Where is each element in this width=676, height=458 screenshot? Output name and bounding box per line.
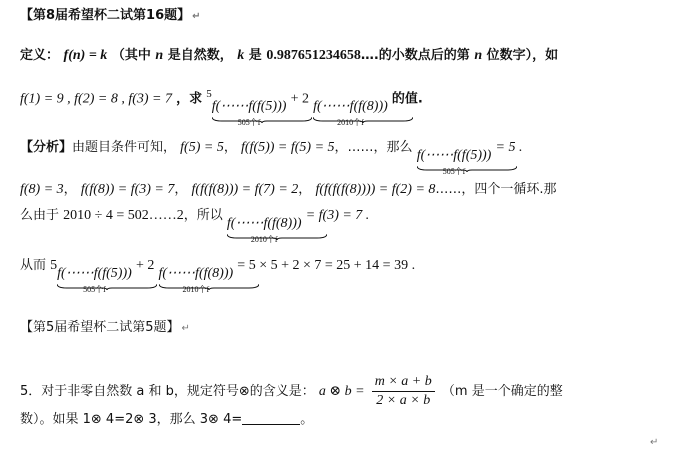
definition-function: f(n) = k bbox=[63, 48, 108, 63]
formula: 2010 ÷ 4 = 502……2 bbox=[63, 208, 184, 223]
problem2-line-1 bbox=[20, 372, 563, 412]
brace-label: 505个f bbox=[237, 118, 261, 128]
problem-text: 数）。如果 1⊗ 4=2⊗ 3，那么 3⊗ 4= bbox=[20, 412, 243, 427]
fraction-denominator: 2 × a × b bbox=[376, 393, 431, 408]
nested-expression: f(⋯⋯f(f(5))) bbox=[57, 266, 132, 281]
analysis-line-2 bbox=[20, 180, 557, 200]
analysis-text: ，所以 bbox=[183, 208, 223, 223]
definition-text: ….的小数点后的第 bbox=[360, 48, 470, 63]
formula: f(8) = 3 bbox=[20, 182, 64, 197]
paragraph-mark: ↵ bbox=[192, 11, 201, 22]
paragraph-mark: ↵ bbox=[650, 437, 659, 448]
formula: = f(3) = 7 . bbox=[305, 208, 370, 223]
formula: f(f(5)) = f(5) = 5 bbox=[241, 140, 335, 155]
definition-text: 位数字），如 bbox=[486, 48, 559, 63]
underbrace-2010 bbox=[313, 97, 388, 129]
brace-label: 505个f bbox=[83, 285, 106, 294]
formula: f(f(8)) = f(3) = 7 bbox=[80, 182, 175, 197]
brace-label: 2010个f bbox=[250, 235, 278, 244]
paragraph-mark: ↵ bbox=[181, 323, 190, 334]
formula: = 5 × 5 + 2 × 7 = 25 + 14 = 39 . bbox=[237, 258, 416, 273]
analysis-text: 从而 bbox=[20, 258, 47, 273]
nested-expression: f(⋯⋯f(f(5))) bbox=[416, 148, 492, 163]
separator: ， bbox=[63, 182, 77, 197]
coefficient: 5 bbox=[50, 258, 58, 273]
fraction-numerator: m × a + b bbox=[372, 373, 435, 392]
analysis-line-4 bbox=[20, 256, 415, 296]
operator: + 2 bbox=[290, 91, 309, 107]
definition-text: （其中 bbox=[111, 48, 151, 63]
definition-text: 是 bbox=[248, 48, 262, 63]
analysis-text: 由题目条件可知， bbox=[72, 140, 177, 155]
nested-expression: f(⋯⋯f(f(8))) bbox=[158, 266, 234, 281]
underbrace-505 bbox=[57, 264, 132, 296]
fraction bbox=[372, 373, 435, 410]
analysis-line-3 bbox=[20, 206, 369, 246]
nested-expression: f(⋯⋯f(f(8))) bbox=[226, 216, 302, 231]
operator: + 2 bbox=[135, 258, 155, 273]
brace-label: 2010个f bbox=[182, 285, 210, 294]
formula: f(f(f(f(8)))) = f(2) = 8 bbox=[315, 182, 436, 197]
problem2-heading-text: 【第5届希望杯二试第5题】 bbox=[20, 320, 180, 335]
problem2-line-2 bbox=[20, 410, 313, 430]
coefficient: 5 bbox=[206, 88, 212, 100]
paragraph-end bbox=[648, 432, 658, 453]
analysis-label: 【分析】 bbox=[20, 140, 73, 155]
definition-number: 0.987651234658 bbox=[266, 48, 361, 63]
operation-lhs: a ⊗ b = bbox=[318, 384, 365, 399]
question-text: ，求 bbox=[176, 91, 203, 107]
definition-var-n: n bbox=[155, 48, 164, 63]
brace-label: 505个f bbox=[442, 167, 466, 176]
definition-line bbox=[20, 46, 558, 66]
problem2-heading bbox=[20, 318, 190, 339]
analysis-text: ，……，那么 bbox=[334, 140, 413, 155]
nested-expression: f(⋯⋯f(f(8))) bbox=[313, 99, 388, 115]
answer-blank[interactable] bbox=[242, 410, 300, 425]
definition-var-k: k bbox=[237, 48, 245, 63]
underbrace-2010 bbox=[227, 214, 302, 246]
definition-label: 定义： bbox=[20, 48, 60, 63]
analysis-text: 么由于 bbox=[20, 208, 60, 223]
brace-label: 2010个f bbox=[337, 118, 364, 128]
problem1-heading bbox=[20, 6, 201, 27]
underbrace-505 bbox=[417, 146, 492, 178]
question-line bbox=[20, 84, 423, 129]
question-text: 的值. bbox=[391, 91, 423, 107]
formula: f(5) = 5 bbox=[180, 140, 224, 155]
analysis-text: ……，四个一循环.那 bbox=[435, 182, 557, 197]
formula: f(f(f(8))) = f(7) = 2 bbox=[191, 182, 299, 197]
separator: ， bbox=[298, 182, 312, 197]
problem-text: 5．对于非零自然数 a 和 b，规定符号⊗的含义是： bbox=[20, 384, 315, 399]
definition-text: 是自然数， bbox=[167, 48, 233, 63]
nested-expression: f(⋯⋯f(f(5))) bbox=[211, 99, 287, 115]
underbrace-505 bbox=[212, 97, 287, 129]
formula: = 5 . bbox=[495, 140, 523, 155]
analysis-line-1 bbox=[20, 138, 522, 178]
given-values: f(1) = 9 , f(2) = 8 , f(3) = 7 bbox=[20, 91, 172, 107]
analysis-text: ， bbox=[223, 140, 237, 155]
definition-var-n: n bbox=[474, 48, 483, 63]
underbrace-2010 bbox=[159, 264, 234, 296]
problem1-heading-text: 【第8届希望杯二试第16题】 bbox=[20, 8, 191, 23]
separator: ， bbox=[174, 182, 188, 197]
problem-text: （m 是一个确定的整 bbox=[441, 384, 563, 399]
problem-text: 。 bbox=[300, 412, 314, 427]
